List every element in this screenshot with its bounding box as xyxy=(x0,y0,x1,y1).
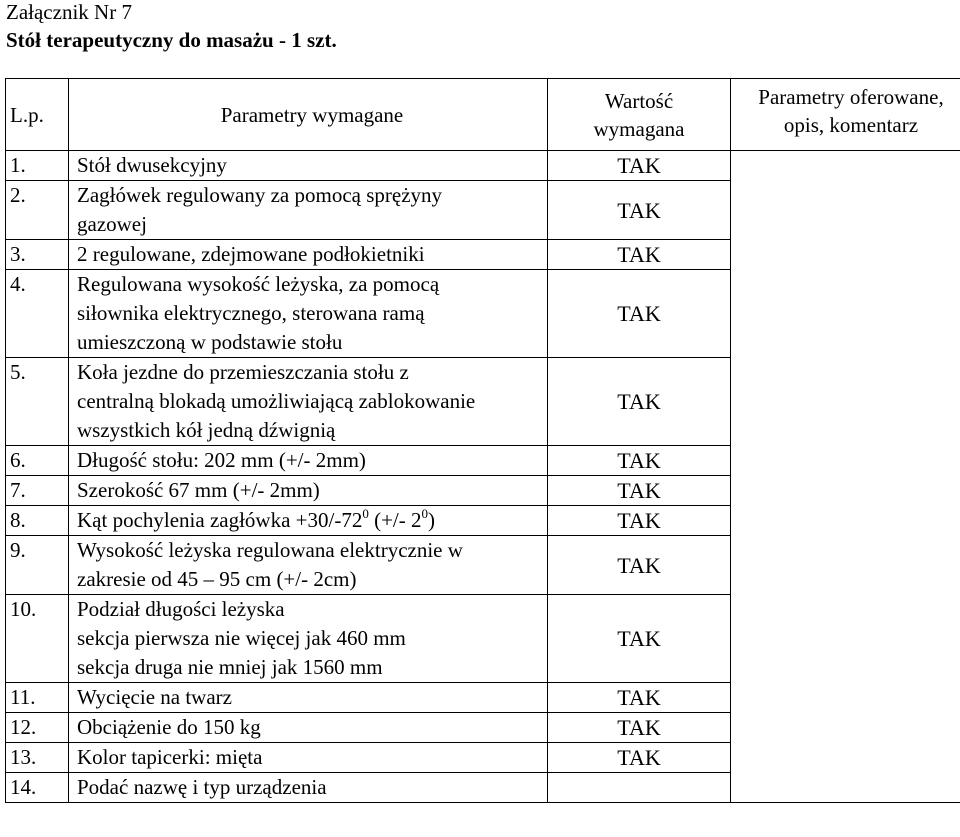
table-row xyxy=(6,536,960,595)
table-header-row xyxy=(6,79,960,151)
row-required-value: TAK xyxy=(548,151,731,181)
row-parameter xyxy=(69,446,548,476)
row-parameter-line: gazowej xyxy=(77,212,147,236)
row-parameter-line: Koła jezdne do przemieszczania stołu z xyxy=(77,360,409,384)
row-number: 13. xyxy=(6,743,69,773)
row-number: 7. xyxy=(6,476,69,506)
table-row xyxy=(6,151,960,181)
row-parameter-line: siłownika elektrycznego, sterowana ramą xyxy=(77,301,425,325)
row-offered-cell[interactable] xyxy=(731,240,960,270)
row-parameter-line: Kolor tapicerki: mięta xyxy=(77,745,263,769)
col-header-value xyxy=(548,79,731,151)
row-parameter-line: centralną blokadą umożliwiającą zablokowanie xyxy=(77,389,476,413)
row-parameter xyxy=(69,270,548,358)
row-parameter-line: Wysokość leżyska regulowana elektrycznie w xyxy=(77,538,463,562)
col-header-params: Parametry wymagane xyxy=(69,79,548,151)
col-header-no: L.p. xyxy=(6,79,69,151)
table-row xyxy=(6,240,960,270)
text-part: (+/- 2 xyxy=(368,508,422,532)
row-parameter xyxy=(69,536,548,595)
row-required-value: TAK xyxy=(548,683,731,713)
table-row xyxy=(6,595,960,683)
row-required-value: TAK xyxy=(548,595,731,683)
table-row xyxy=(6,506,960,536)
superscript-degree: 0 xyxy=(362,506,369,521)
row-parameter xyxy=(69,773,548,803)
row-number: 3. xyxy=(6,240,69,270)
row-offered-cell[interactable] xyxy=(731,536,960,595)
row-offered-cell[interactable] xyxy=(731,270,960,358)
row-required-value: TAK xyxy=(548,181,731,240)
attachment-label: Załącznik Nr 7 xyxy=(6,0,132,24)
row-parameter-line: Podział długości leżyska xyxy=(77,597,285,621)
row-offered-cell[interactable] xyxy=(731,151,960,181)
row-offered-cell[interactable] xyxy=(731,446,960,476)
table-row xyxy=(6,713,960,743)
row-parameter xyxy=(69,683,548,713)
row-parameter-line: Regulowana wysokość leżyska, za pomocą xyxy=(77,272,440,296)
row-parameter-line: Szerokość 67 mm (+/- 2mm) xyxy=(77,478,320,502)
row-offered-cell[interactable] xyxy=(731,595,960,683)
row-required-value: TAK xyxy=(548,476,731,506)
row-parameter-line: zakresie od 45 – 95 cm (+/- 2cm) xyxy=(77,567,357,591)
table-row xyxy=(6,476,960,506)
row-parameter-line: wszystkich kół jedną dźwignią xyxy=(77,418,336,442)
row-parameter-line: sekcja druga nie mniej jak 1560 mm xyxy=(77,655,383,679)
row-required-value: TAK xyxy=(548,743,731,773)
col-header-value-line1: Wartość xyxy=(604,88,674,113)
row-parameter xyxy=(69,476,548,506)
table-row xyxy=(6,446,960,476)
row-number: 11. xyxy=(6,683,69,713)
row-number: 9. xyxy=(6,536,69,595)
table-body xyxy=(6,151,960,803)
row-parameter xyxy=(69,358,548,446)
table-row xyxy=(6,181,960,240)
row-offered-cell[interactable] xyxy=(731,358,960,446)
row-parameter xyxy=(69,595,548,683)
row-parameter-line: Wycięcie na twarz xyxy=(77,685,232,709)
table-row xyxy=(6,358,960,446)
superscript-degree: 0 xyxy=(421,506,429,521)
row-parameter-line: umieszczoną w podstawie stołu xyxy=(77,330,343,354)
row-number: 14. xyxy=(6,773,69,803)
table-row xyxy=(6,743,960,773)
row-number: 2. xyxy=(6,181,69,240)
table-row xyxy=(6,683,960,713)
row-required-value: TAK xyxy=(548,358,731,446)
table-row xyxy=(6,773,960,803)
row-required-value: TAK xyxy=(548,270,731,358)
row-parameter xyxy=(69,743,548,773)
row-parameter-line: sekcja pierwsza nie więcej jak 460 mm xyxy=(77,626,406,650)
row-parameter xyxy=(69,506,548,536)
row-required-value: TAK xyxy=(548,446,731,476)
row-offered-cell[interactable] xyxy=(731,181,960,240)
document-title: Stół terapeutyczny do masażu - 1 szt. xyxy=(6,28,337,52)
row-number: 12. xyxy=(6,713,69,743)
row-parameter xyxy=(69,240,548,270)
text-part: ) xyxy=(428,508,436,532)
row-number: 5. xyxy=(6,358,69,446)
row-parameter xyxy=(69,181,548,240)
row-number: 8. xyxy=(6,506,69,536)
text-part: Kąt pochylenia zagłówka +30/-72 xyxy=(77,508,363,532)
row-parameter-line: Stół dwusekcyjny xyxy=(77,153,227,177)
row-required-value: TAK xyxy=(548,506,731,536)
col-header-value-line2: wymagana xyxy=(593,116,685,141)
row-parameter-line: Zagłówek regulowany za pomocą sprężyny xyxy=(77,183,443,207)
row-parameter-line: Obciążenie do 150 kg xyxy=(77,715,261,739)
row-required-value: TAK xyxy=(548,240,731,270)
row-parameter-line xyxy=(77,506,547,535)
row-offered-cell[interactable] xyxy=(731,713,960,743)
row-offered-cell[interactable] xyxy=(731,743,960,773)
row-number: 6. xyxy=(6,446,69,476)
col-header-offered xyxy=(731,79,960,151)
row-offered-cell[interactable] xyxy=(731,683,960,713)
row-offered-cell[interactable] xyxy=(731,476,960,506)
col-header-offered-line1: Parametry oferowane, xyxy=(758,85,944,109)
row-parameter-line: 2 regulowane, zdejmowane podłokietniki xyxy=(77,242,425,266)
row-offered-cell[interactable] xyxy=(731,506,960,536)
row-parameter-line: Długość stołu: 202 mm (+/- 2mm) xyxy=(77,448,366,472)
table-row xyxy=(6,270,960,358)
row-required-value xyxy=(548,773,731,803)
col-header-offered-line2: opis, komentarz xyxy=(783,113,919,137)
row-offered-cell[interactable] xyxy=(731,773,960,803)
row-required-value: TAK xyxy=(548,536,731,595)
row-number: 4. xyxy=(6,270,69,358)
row-parameter xyxy=(69,151,548,181)
row-required-value: TAK xyxy=(548,713,731,743)
row-number: 1. xyxy=(6,151,69,181)
requirements-table xyxy=(5,78,960,803)
row-parameter xyxy=(69,713,548,743)
row-number: 10. xyxy=(6,595,69,683)
row-parameter-line: Podać nazwę i typ urządzenia xyxy=(77,775,327,799)
